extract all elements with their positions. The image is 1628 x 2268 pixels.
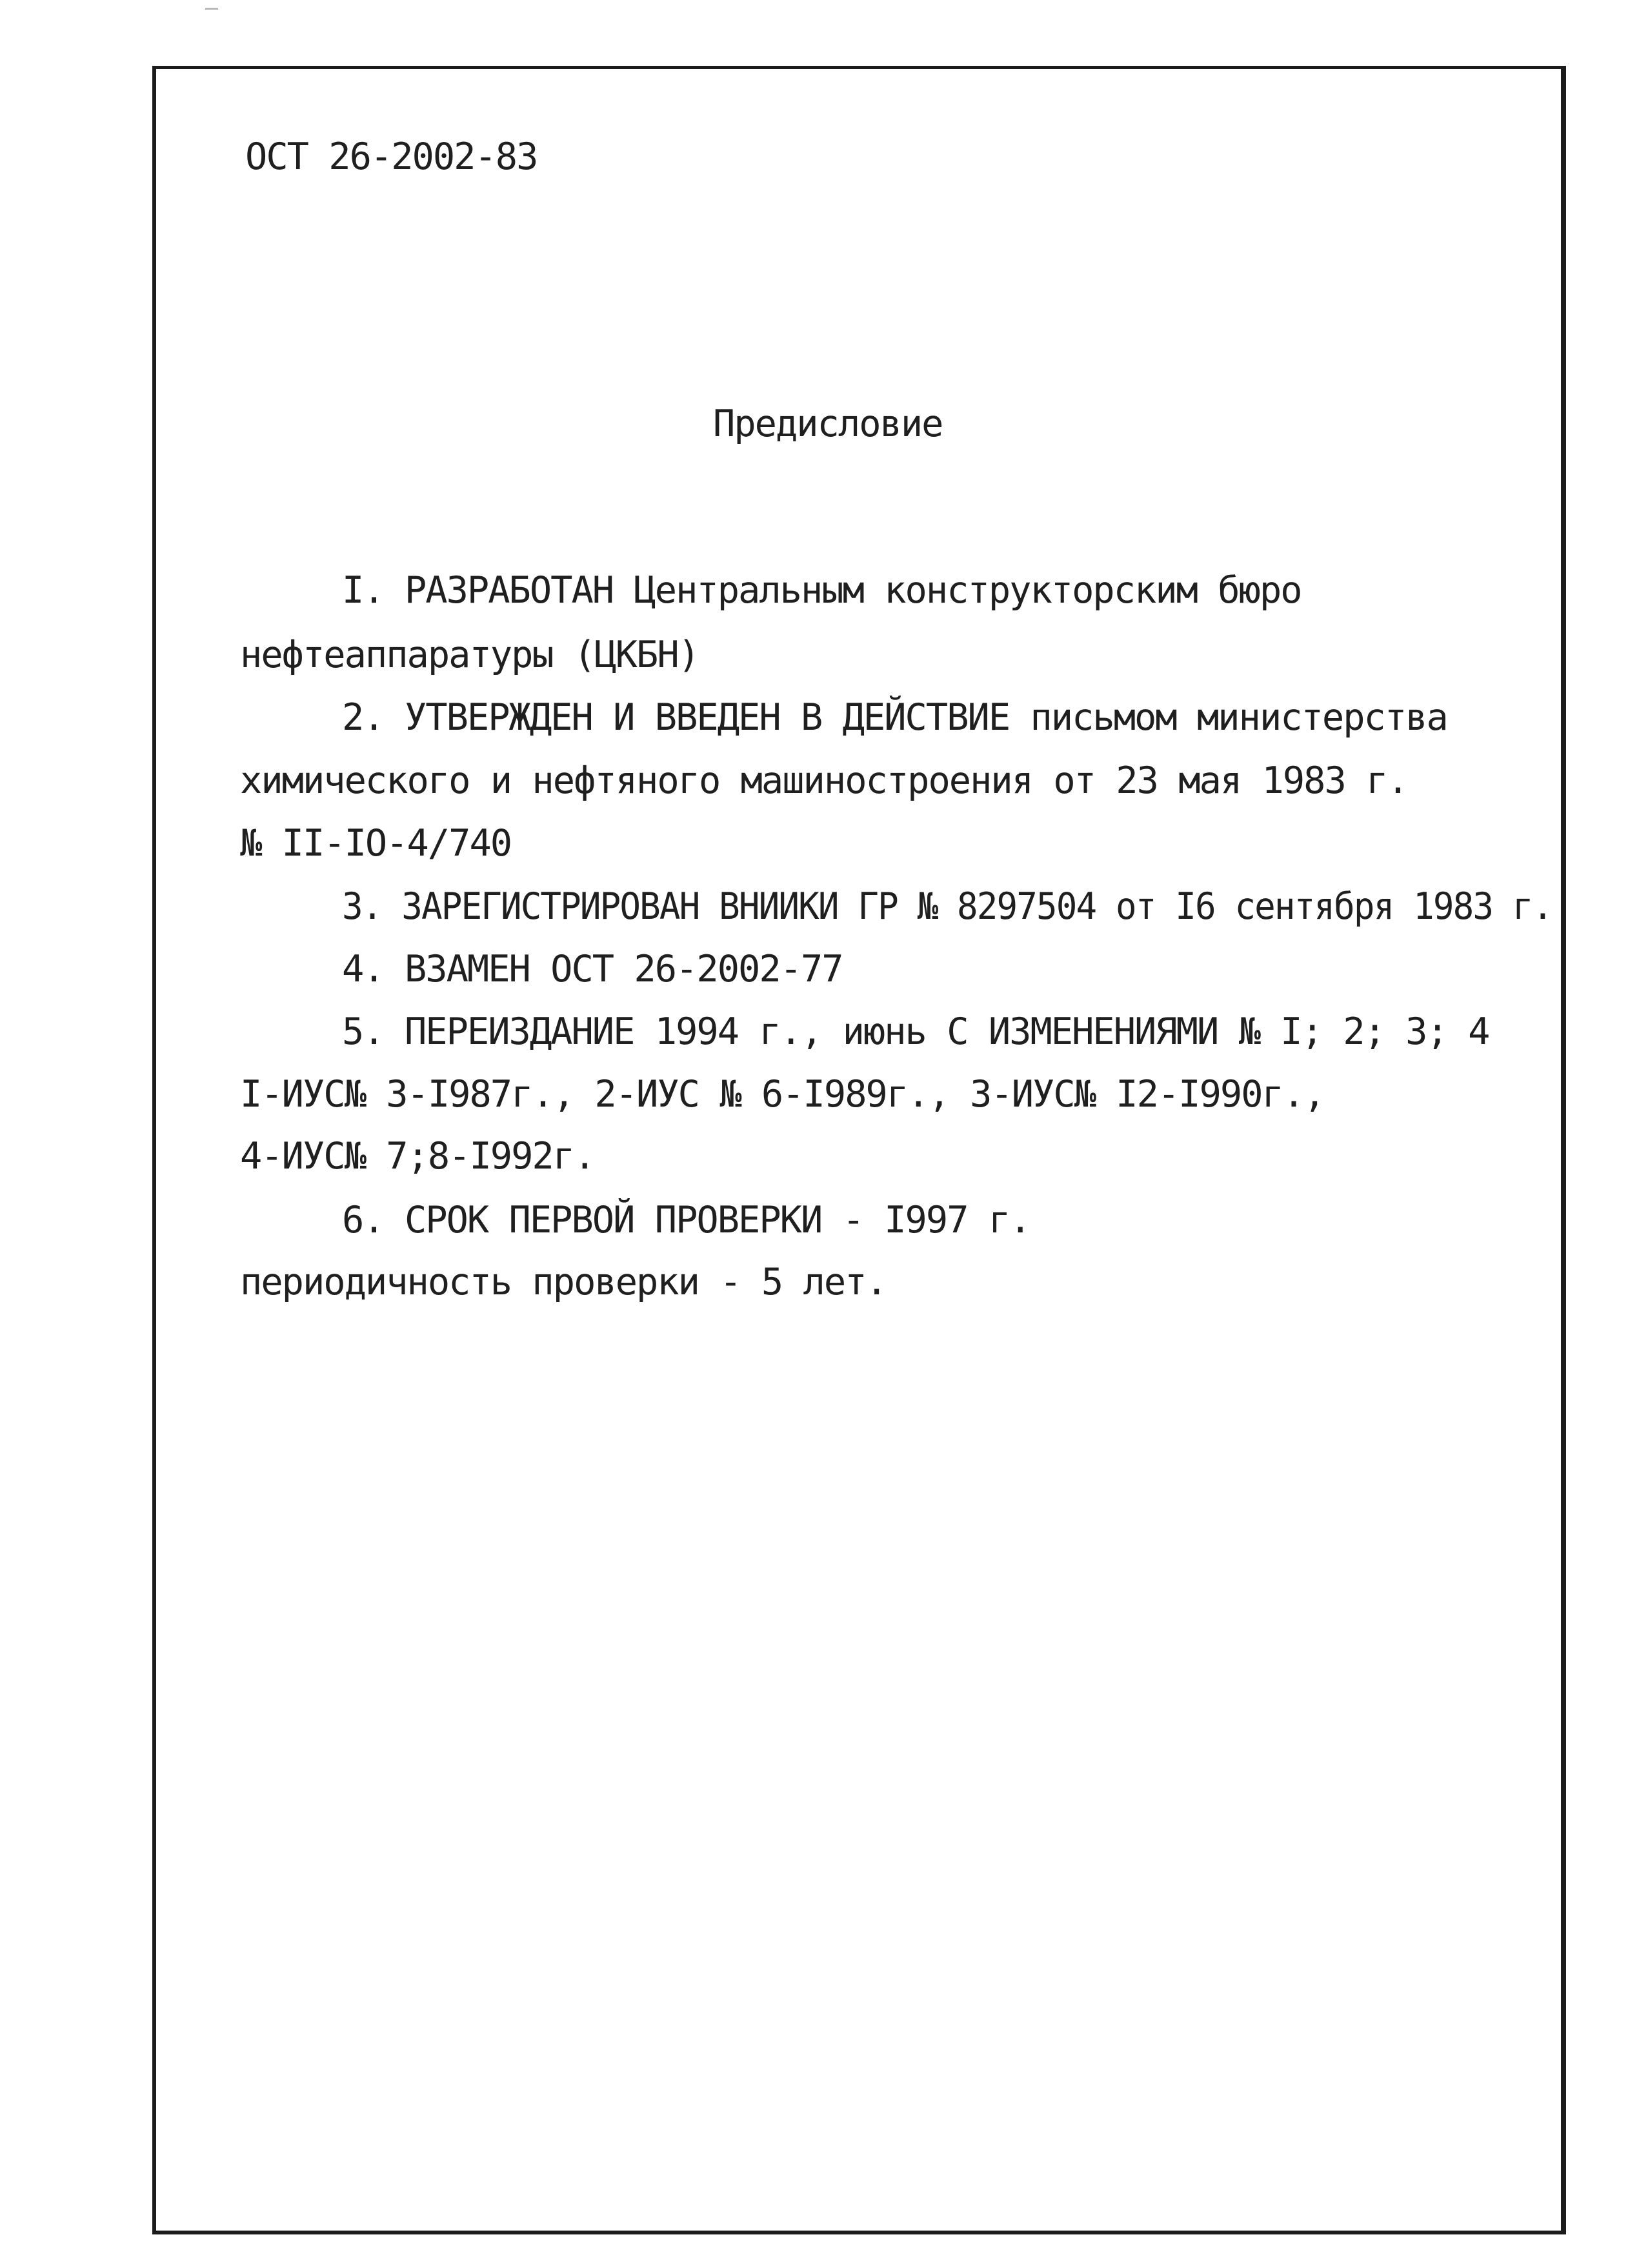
list-item: 2. УТВЕРЖДЕН И ВВЕДЕН В ДЕЙСТВИЕ письмом министерства [342, 696, 1447, 739]
list-item: 6. СРОК ПЕРВОЙ ПРОВЕРКИ - I997 г. [342, 1199, 1030, 1241]
list-item: нефтеаппаратуры (ЦКБН) [240, 634, 699, 676]
list-item: 4-ИУС№ 7;8-I992г. [240, 1135, 595, 1178]
list-item: периодичность проверки - 5 лет. [240, 1261, 887, 1303]
list-item: 3. ЗАРЕГИСТРИРОВАН ВНИИКИ ГР № 8297504 от I6 сентября 1983 г. [342, 885, 1553, 928]
list-item: 5. ПЕРЕИЗДАНИЕ 1994 г., июнь С ИЗМЕНЕНИЯМИ № I; 2; 3; 4 [342, 1010, 1489, 1053]
scan-mark [205, 8, 218, 10]
page-title: Предисловие [713, 403, 943, 445]
list-item: химического и нефтяного машиностроения от 23 мая 1983 г. [240, 759, 1408, 802]
list-item: I-ИУС№ 3-I987г., 2-ИУС № 6-I989г., 3-ИУС№ I2-I990г., [240, 1073, 1325, 1116]
list-item: I. РАЗРАБОТАН Центральным конструкторским бюро [342, 569, 1301, 612]
document-code: ОСТ 26-2002-83 [245, 135, 538, 178]
list-item: 4. ВЗАМЕН ОСТ 26-2002-77 [342, 948, 843, 990]
list-item: № II-IO-4/740 [240, 822, 512, 865]
